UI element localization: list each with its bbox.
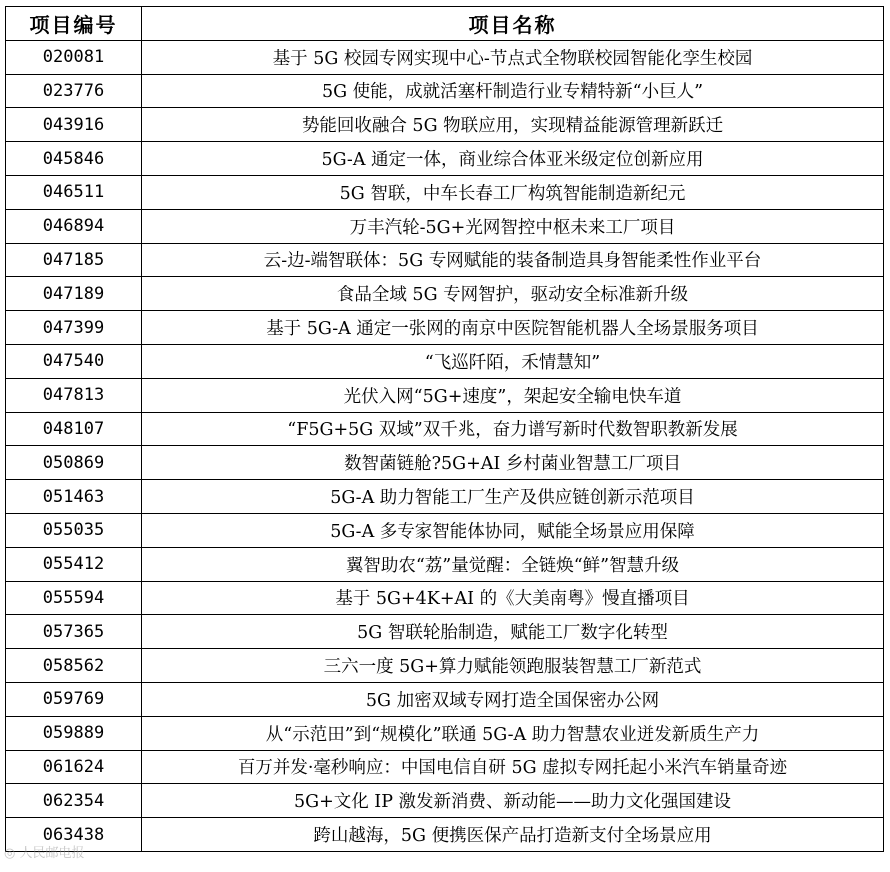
table-row xyxy=(6,40,884,74)
project-code-cell: 051463 xyxy=(6,480,142,514)
table-row xyxy=(6,175,884,209)
project-name-cell: 5G 使能，成就活塞杆制造行业专精特新“小巨人” xyxy=(142,74,884,108)
project-name-cell: 基于 5G-A 通定一张网的南京中医院智能机器人全场景服务项目 xyxy=(142,311,884,345)
project-name-cell: 数智菌链舱?5G+AI 乡村菌业智慧工厂项目 xyxy=(142,446,884,480)
project-name-cell: 云-边-端智联体：5G 专网赋能的装备制造具身智能柔性作业平台 xyxy=(142,243,884,277)
project-name-cell: 翼智助农“荔”量觉醒：全链焕“鲜”智慧升级 xyxy=(142,547,884,581)
project-name-cell: 5G 加密双域专网打造全国保密办公网 xyxy=(142,682,884,716)
project-name-cell: 百万并发·毫秒响应：中国电信自研 5G 虚拟专网托起小米汽车销量奇迹 xyxy=(142,750,884,784)
project-code-cell: 048107 xyxy=(6,412,142,446)
project-code-cell: 047185 xyxy=(6,243,142,277)
project-name-cell: 三六一度 5G+算力赋能领跑服装智慧工厂新范式 xyxy=(142,649,884,683)
table-row xyxy=(6,74,884,108)
project-code-cell: 055035 xyxy=(6,513,142,547)
project-code-cell: 059889 xyxy=(6,716,142,750)
project-name-cell: 万丰汽轮-5G+光网智控中枢未来工厂项目 xyxy=(142,209,884,243)
table-body xyxy=(6,40,884,851)
project-name-cell: 跨山越海，5G 便携医保产品打造新支付全场景应用 xyxy=(142,818,884,852)
project-name-cell: 基于 5G+4K+AI 的《大美南粤》慢直播项目 xyxy=(142,581,884,615)
table-row xyxy=(6,412,884,446)
project-name-cell: “F5G+5G 双域”双千兆，奋力谱写新时代数智职教新发展 xyxy=(142,412,884,446)
table-row xyxy=(6,480,884,514)
table-header-row xyxy=(6,7,884,41)
project-code-cell: 063438 xyxy=(6,818,142,852)
table-row xyxy=(6,277,884,311)
project-name-cell: 势能回收融合 5G 物联应用，实现精益能源管理新跃迁 xyxy=(142,108,884,142)
table-row xyxy=(6,243,884,277)
table-row xyxy=(6,818,884,852)
watermark-text: 人民邮电报 xyxy=(19,846,85,861)
project-code-cell: 023776 xyxy=(6,74,142,108)
project-code-cell: 045846 xyxy=(6,142,142,176)
project-code-cell: 050869 xyxy=(6,446,142,480)
table-row xyxy=(6,649,884,683)
project-code-cell: 020081 xyxy=(6,40,142,74)
header-project-name: 项目名称 xyxy=(142,7,884,41)
project-name-cell: 5G-A 助力智能工厂生产及供应链创新示范项目 xyxy=(142,480,884,514)
project-code-cell: 047399 xyxy=(6,311,142,345)
project-code-cell: 043916 xyxy=(6,108,142,142)
project-code-cell: 046894 xyxy=(6,209,142,243)
table-row xyxy=(6,784,884,818)
table-row xyxy=(6,344,884,378)
project-name-cell: 从“示范田”到“规模化”联通 5G-A 助力智慧农业迸发新质生产力 xyxy=(142,716,884,750)
project-code-cell: 047813 xyxy=(6,378,142,412)
table-row xyxy=(6,311,884,345)
project-code-cell: 055412 xyxy=(6,547,142,581)
project-code-cell: 047189 xyxy=(6,277,142,311)
table-row xyxy=(6,682,884,716)
project-table xyxy=(5,6,884,852)
watermark xyxy=(4,842,85,861)
project-name-cell: 5G+文化 IP 激发新消费、新动能——助力文化强国建设 xyxy=(142,784,884,818)
project-code-cell: 046511 xyxy=(6,175,142,209)
project-name-cell: 基于 5G 校园专网实现中心-节点式全物联校园智能化孪生校园 xyxy=(142,40,884,74)
header-project-code: 项目编号 xyxy=(6,7,142,41)
table-row xyxy=(6,513,884,547)
table-row xyxy=(6,547,884,581)
table-row xyxy=(6,716,884,750)
project-code-cell: 047540 xyxy=(6,344,142,378)
project-code-cell: 058562 xyxy=(6,649,142,683)
project-name-cell: 5G 智联轮胎制造，赋能工厂数字化转型 xyxy=(142,615,884,649)
project-name-cell: 5G-A 多专家智能体协同，赋能全场景应用保障 xyxy=(142,513,884,547)
watermark-logo-icon: ◎ xyxy=(4,846,20,861)
project-name-cell: 光伏入网“5G+速度”，架起安全输电快车道 xyxy=(142,378,884,412)
project-name-cell: 5G 智联，中车长春工厂构筑智能制造新纪元 xyxy=(142,175,884,209)
project-name-cell: “飞巡阡陌，禾情慧知” xyxy=(142,344,884,378)
table-row xyxy=(6,446,884,480)
table-row xyxy=(6,750,884,784)
table-row xyxy=(6,108,884,142)
table-row xyxy=(6,142,884,176)
project-name-cell: 5G-A 通定一体，商业综合体亚米级定位创新应用 xyxy=(142,142,884,176)
project-code-cell: 057365 xyxy=(6,615,142,649)
project-code-cell: 061624 xyxy=(6,750,142,784)
project-code-cell: 059769 xyxy=(6,682,142,716)
table-row xyxy=(6,378,884,412)
project-code-cell: 062354 xyxy=(6,784,142,818)
project-code-cell: 055594 xyxy=(6,581,142,615)
table-row xyxy=(6,615,884,649)
table-row xyxy=(6,209,884,243)
project-name-cell: 食品全域 5G 专网智护，驱动安全标准新升级 xyxy=(142,277,884,311)
table-row xyxy=(6,581,884,615)
